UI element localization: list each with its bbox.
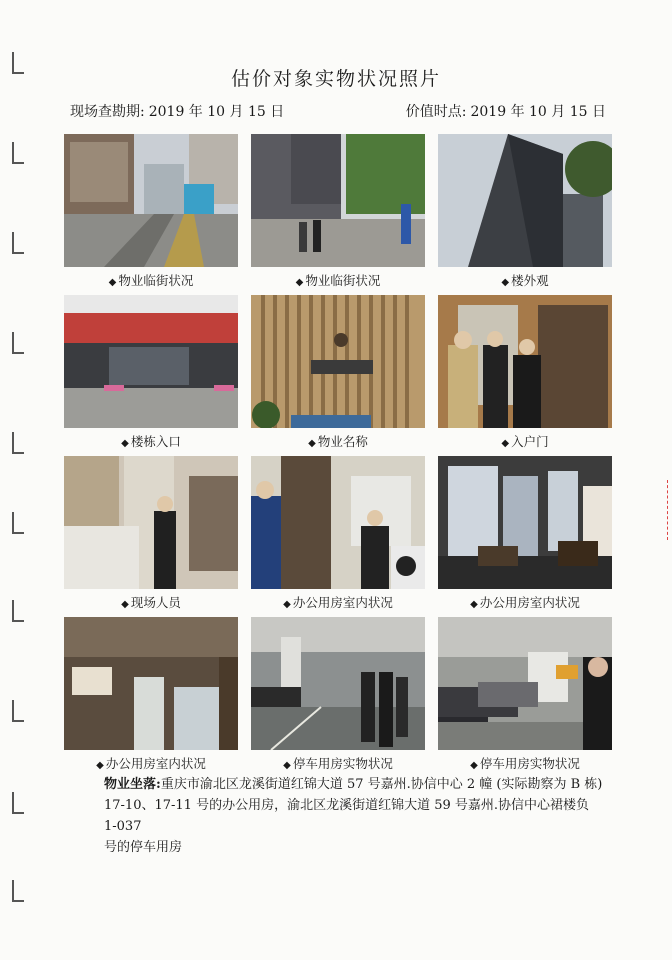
- binder-mark: [12, 142, 24, 164]
- bullet-diamond-icon: ◆: [121, 599, 129, 610]
- photo-cell: [251, 295, 425, 456]
- binder-mark: [12, 332, 24, 354]
- photo-office2: [438, 456, 612, 589]
- photo-door: [438, 295, 612, 428]
- caption-text: 办公用房室内状况: [292, 595, 393, 610]
- caption-text: 物业临街状况: [305, 273, 381, 288]
- caption-text: 楼外观: [511, 273, 549, 288]
- photo-caption: [283, 589, 393, 617]
- photo-plaza: [251, 134, 425, 267]
- valuation-date-label: 价值时点:: [405, 104, 467, 120]
- photo-entrance: [64, 295, 238, 428]
- caption-text: 楼栋入口: [130, 434, 181, 449]
- photo-cell: [251, 617, 425, 778]
- bullet-diamond-icon: ◆: [470, 760, 478, 771]
- bullet-diamond-icon: ◆: [470, 599, 478, 610]
- location-text-1: 重庆市渝北区龙溪街道红锦大道 57 号嘉州.协信中心 2 幢 (实际勘察为 B 栋): [160, 777, 603, 792]
- bullet-diamond-icon: ◆: [501, 438, 510, 449]
- date-row: [70, 101, 606, 121]
- edge-mark: [667, 480, 672, 540]
- binder-mark: [12, 792, 24, 814]
- survey-date-value: 2019 年 10 月 15 日: [148, 104, 285, 120]
- photo-caption: [109, 267, 194, 295]
- photo-street: [64, 134, 238, 267]
- photo-cell: [438, 617, 612, 778]
- survey-date-label: 现场查勘期:: [70, 104, 145, 120]
- location-line-2: 17-10、17-11 号的办公用房，渝北区龙溪街道红锦大道 59 号嘉州.协信中心裙楼负 1-037: [104, 798, 590, 834]
- valuation-date: [406, 101, 606, 121]
- bullet-diamond-icon: ◆: [295, 277, 304, 288]
- caption-text: 停车用房实物状况: [479, 756, 580, 771]
- photo-office1: [251, 456, 425, 589]
- binder-mark: [12, 700, 24, 722]
- photo-caption: [470, 589, 580, 617]
- binder-mark: [12, 512, 24, 534]
- bullet-diamond-icon: ◆: [121, 438, 129, 449]
- photo-caption: [296, 267, 381, 295]
- bullet-diamond-icon: ◆: [308, 438, 316, 449]
- survey-date: [70, 101, 284, 121]
- caption-text: 物业临街状况: [118, 273, 194, 288]
- photo-caption: [308, 428, 368, 456]
- bullet-diamond-icon: ◆: [283, 760, 291, 771]
- caption-text: 现场人员: [130, 595, 181, 610]
- caption-text: 办公用房室内状况: [105, 756, 206, 771]
- photo-cell: [64, 456, 238, 617]
- photo-cell: [438, 295, 612, 456]
- bullet-diamond-icon: ◆: [283, 599, 291, 610]
- binder-mark: [12, 232, 24, 254]
- photo-grid: [64, 134, 612, 778]
- caption-text: 停车用房实物状况: [292, 756, 393, 771]
- photo-cell: [64, 134, 238, 295]
- location-label: 物业坐落:: [104, 777, 161, 792]
- binder-mark: [12, 880, 24, 902]
- photo-caption: [121, 428, 181, 456]
- caption-text: 办公用房室内状况: [479, 595, 580, 610]
- bullet-diamond-icon: ◆: [501, 277, 510, 288]
- bullet-diamond-icon: ◆: [96, 760, 104, 771]
- binder-mark: [12, 600, 24, 622]
- location-line-1: [104, 774, 604, 795]
- caption-text: 入户门: [511, 434, 549, 449]
- binder-mark: [12, 432, 24, 454]
- photo-reception: [64, 456, 238, 589]
- photo-cell: [64, 295, 238, 456]
- photo-cell: [251, 456, 425, 617]
- photo-cell: [251, 134, 425, 295]
- photo-nameplate: [251, 295, 425, 428]
- photo-cell: [64, 617, 238, 778]
- photo-office3: [64, 617, 238, 750]
- photo-parking2: [438, 617, 612, 750]
- photo-caption: [501, 428, 548, 456]
- photo-cell: [438, 456, 612, 617]
- valuation-date-value: 2019 年 10 月 15 日: [470, 104, 606, 120]
- photo-parking1: [251, 617, 425, 750]
- property-location: [104, 774, 604, 858]
- photo-cell: [438, 134, 612, 295]
- photo-caption: [121, 589, 181, 617]
- caption-text: 物业名称: [317, 434, 368, 449]
- bullet-diamond-icon: ◆: [108, 277, 117, 288]
- location-line-3: 号的停车用房: [104, 840, 183, 855]
- photo-caption: [501, 267, 548, 295]
- page-title: 估价对象实物状况照片: [230, 68, 441, 90]
- photo-tower: [438, 134, 612, 267]
